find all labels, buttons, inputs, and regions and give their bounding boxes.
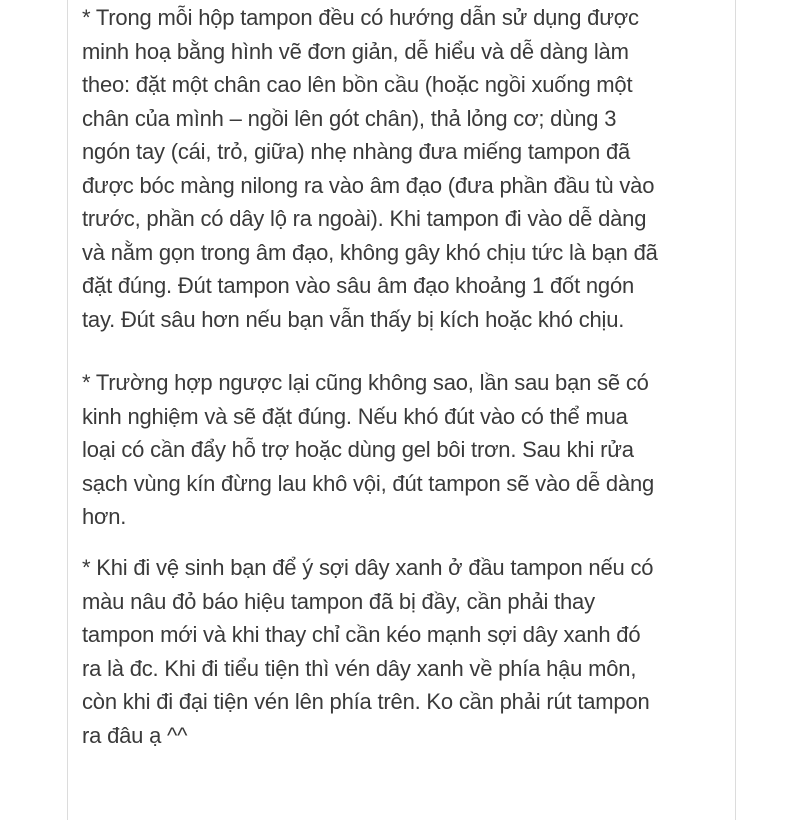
text-line: ra đâu ạ ^^ [82,722,188,748]
paragraph-removal-instructions [82,551,742,752]
text-line: đặt đúng. Đút tampon vào sâu âm đạo khoảng 1 đốt ngón [82,273,635,298]
text-line: * Trường hợp ngược lại cũng không sao, lần sau bạn sẽ có [82,370,649,395]
text-line: * Trong mỗi hộp tampon đều có hướng dẫn sử dụng được [82,5,639,30]
paragraph-troubleshooting [82,366,742,534]
text-line: ngón tay (cái, trỏ, giữa) nhẹ nhàng đưa miếng tampon đã [82,139,631,164]
text-line: được bóc màng nilong ra vào âm đạo (đưa phần đầu tù vào [82,172,655,198]
text-line: minh hoạ bằng hình vẽ đơn giản, dễ hiểu và dễ dàng làm [82,38,629,64]
text-line: * Khi đi vệ sinh bạn để ý sợi dây xanh ở đầu tampon nếu có [82,555,654,580]
text-line: và nằm gọn trong âm đạo, không gây khó chịu tức là bạn đã [82,239,658,265]
text-line: chân của mình – ngồi lên gót chân), thả lỏng cơ; dùng 3 [82,105,617,131]
text-line: ra là đc. Khi đi tiểu tiện thì vén dây xanh về phía hậu môn, [82,655,637,681]
text-line: tampon mới và khi thay chỉ cần kéo mạnh sợi dây xanh đó [82,622,641,647]
text-line: kinh nghiệm và sẽ đặt đúng. Nếu khó đút vào có thể mua [82,403,628,429]
text-line: loại có cần đẩy hỗ trợ hoặc dùng gel bôi trơn. Sau khi rửa [82,437,634,462]
text-line: màu nâu đỏ báo hiệu tampon đã bị đầy, cần phải thay [82,588,595,614]
text-line: theo: đặt một chân cao lên bồn cầu (hoặc ngồi xuống một [82,72,633,97]
paragraph-insertion-instructions [82,1,742,336]
text-line: sạch vùng kín đừng lau khô vội, đút tampon sẽ vào dễ dàng [82,470,655,496]
text-line: tay. Đút sâu hơn nếu bạn vẫn thấy bị kích hoặc khó chịu. [82,306,625,332]
text-line: hơn. [82,504,127,529]
text-line: trước, phần có dây lộ ra ngoài). Khi tampon đi vào dễ dàng [82,206,647,231]
text-line: còn khi đi đại tiện vén lên phía trên. Ko cần phải rút tampon [82,689,650,714]
